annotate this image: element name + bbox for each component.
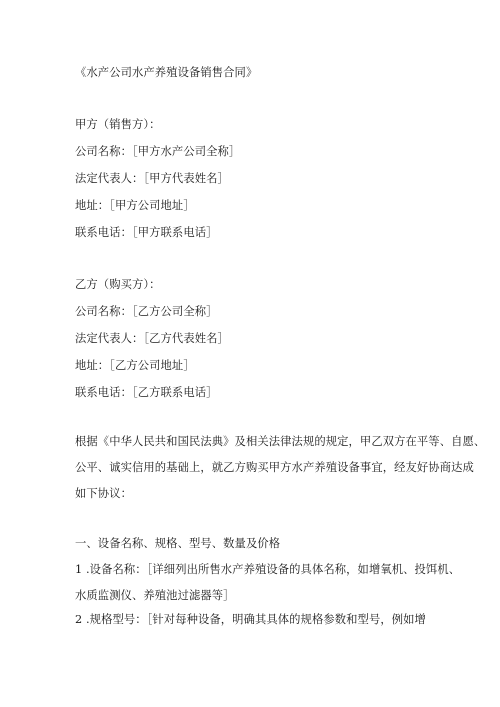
party-a-address: 地址：［甲方公司地址］ — [75, 199, 195, 212]
party-a-phone: 联系电话：［甲方联系电话］ — [75, 226, 218, 239]
intro-paragraph-line-1: 根据《中华人民共和国民法典》及相关法律法规的规定，甲乙双方在平等、自愿、 — [75, 435, 486, 448]
section-1-item-1-line-1: 1 .设备名称：［详细列出所售水产养殖设备的具体名称，如增氧机、投饵机、 — [75, 563, 461, 576]
party-a-company: 公司名称：［甲方水产公司全称］ — [75, 145, 241, 158]
section-1-heading: 一、设备名称、规格、型号、数量及价格 — [75, 537, 281, 550]
party-b-representative: 法定代表人：［乙方代表姓名］ — [75, 332, 229, 345]
party-b-heading: 乙方（购买方）： — [75, 278, 161, 291]
party-b-address: 地址：［乙方公司地址］ — [75, 359, 195, 372]
document-title: 《水产公司水产养殖设备销售合同》 — [75, 66, 258, 79]
party-a-representative: 法定代表人：［甲方代表姓名］ — [75, 172, 229, 185]
party-a-heading: 甲方（销售方）： — [75, 118, 161, 131]
intro-paragraph-line-2: 公平、诚实信用的基础上，就乙方购买甲方水产养殖设备事宜，经友好协商达成 — [75, 461, 474, 474]
party-b-phone: 联系电话：［乙方联系电话］ — [75, 386, 218, 399]
section-1-item-1-line-2: 水质监测仪、养殖池过滤器等］ — [75, 589, 235, 602]
intro-paragraph-line-3: 如下协议： — [75, 487, 132, 500]
section-1-item-2-line-1: 2 .规格型号：［针对每种设备，明确其具体的规格参数和型号，例如增 — [75, 613, 426, 626]
party-b-company: 公司名称：［乙方公司全称］ — [75, 305, 218, 318]
